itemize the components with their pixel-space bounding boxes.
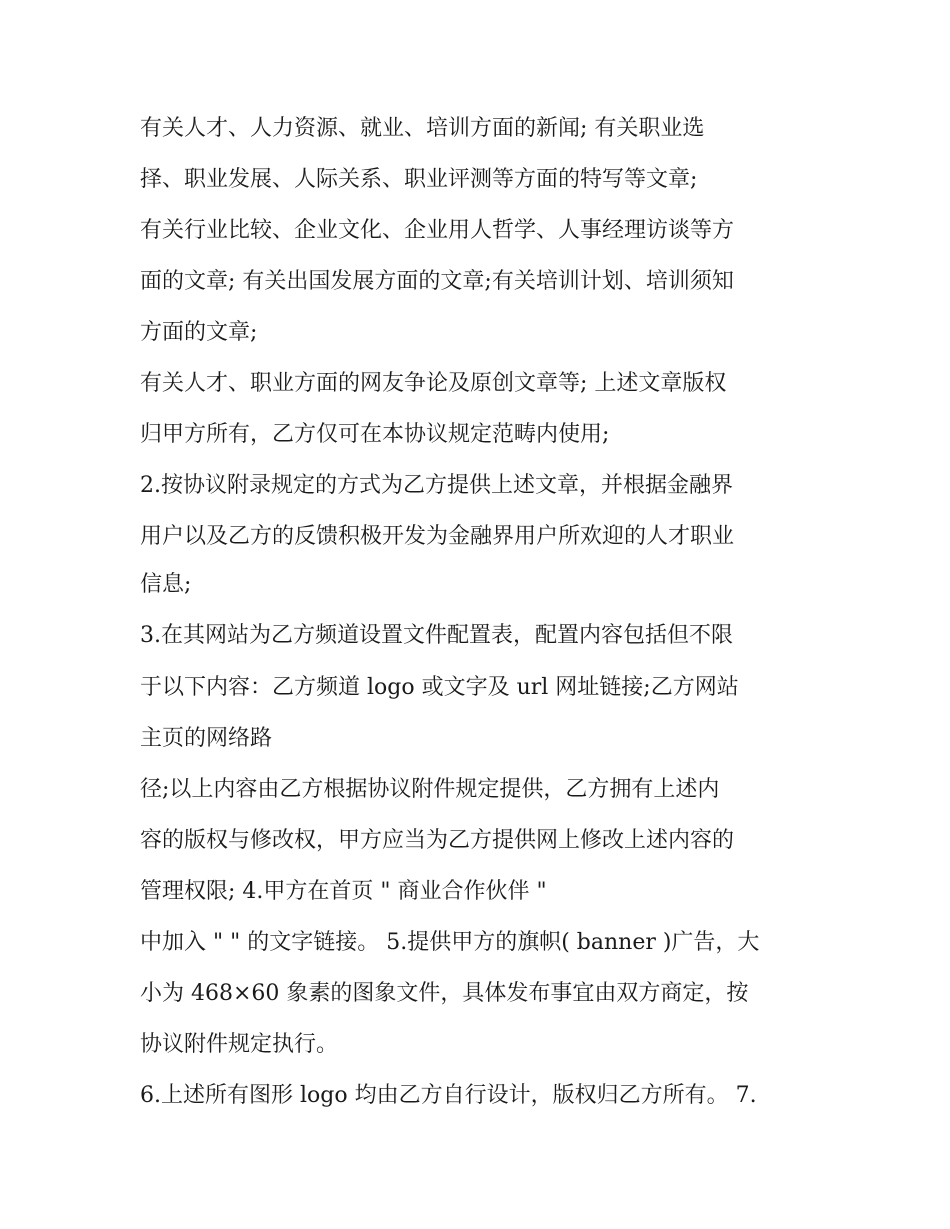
text-line: 用户以及乙方的反馈积极开发为金融界用户所欢迎的人才职业 — [140, 524, 735, 549]
text-line: 小为 468×60 象素的图象文件，具体发布事宜由双方商定，按 — [140, 981, 749, 1006]
text-line: 协议附件规定执行。 — [140, 1032, 339, 1057]
text-line: 容的版权与修改权，甲方应当为乙方提供网上修改上述内容的 — [140, 828, 735, 853]
text-line: 主页的网络路 — [140, 726, 273, 751]
text-line: 有关人才、职业方面的网友争论及原创文章等; 上述文章版权 — [140, 371, 727, 396]
text-line: 径;以上内容由乙方根据协议附件规定提供，乙方拥有上述内 — [140, 777, 720, 802]
text-line: 有关行业比较、企业文化、企业用人哲学、人事经理访谈等方 — [140, 218, 735, 243]
text-line: 信息; — [140, 572, 192, 597]
text-line: 6.上述所有图形 logo 均由乙方自行设计，版权归乙方所有。 7. — [140, 1083, 757, 1108]
text-line: 方面的文章; — [140, 320, 258, 345]
text-line: 有关人才、人力资源、就业、培训方面的新闻; 有关职业选 — [140, 116, 705, 141]
text-line: 择、职业发展、人际关系、职业评测等方面的特写等文章; — [140, 167, 698, 192]
text-line: 中加入 " " 的文字链接。 5.提供甲方的旗帜( banner )广告，大 — [140, 930, 760, 955]
text-line: 2.按协议附录规定的方式为乙方提供上述文章，并根据金融界 — [140, 473, 733, 498]
text-line: 归甲方所有，乙方仅可在本协议规定范畴内使用; — [140, 422, 610, 447]
text-line: 面的文章; 有关出国发展方面的文章;有关培训计划、培训须知 — [140, 269, 734, 294]
text-line: 3.在其网站为乙方频道设置文件配置表，配置内容包括但不限 — [140, 623, 733, 648]
text-line: 管理权限; 4.甲方在首页 " 商业合作伙伴 " — [140, 879, 547, 904]
text-line: 于以下内容：乙方频道 logo 或文字及 url 网址链接;乙方网站 — [140, 675, 739, 700]
